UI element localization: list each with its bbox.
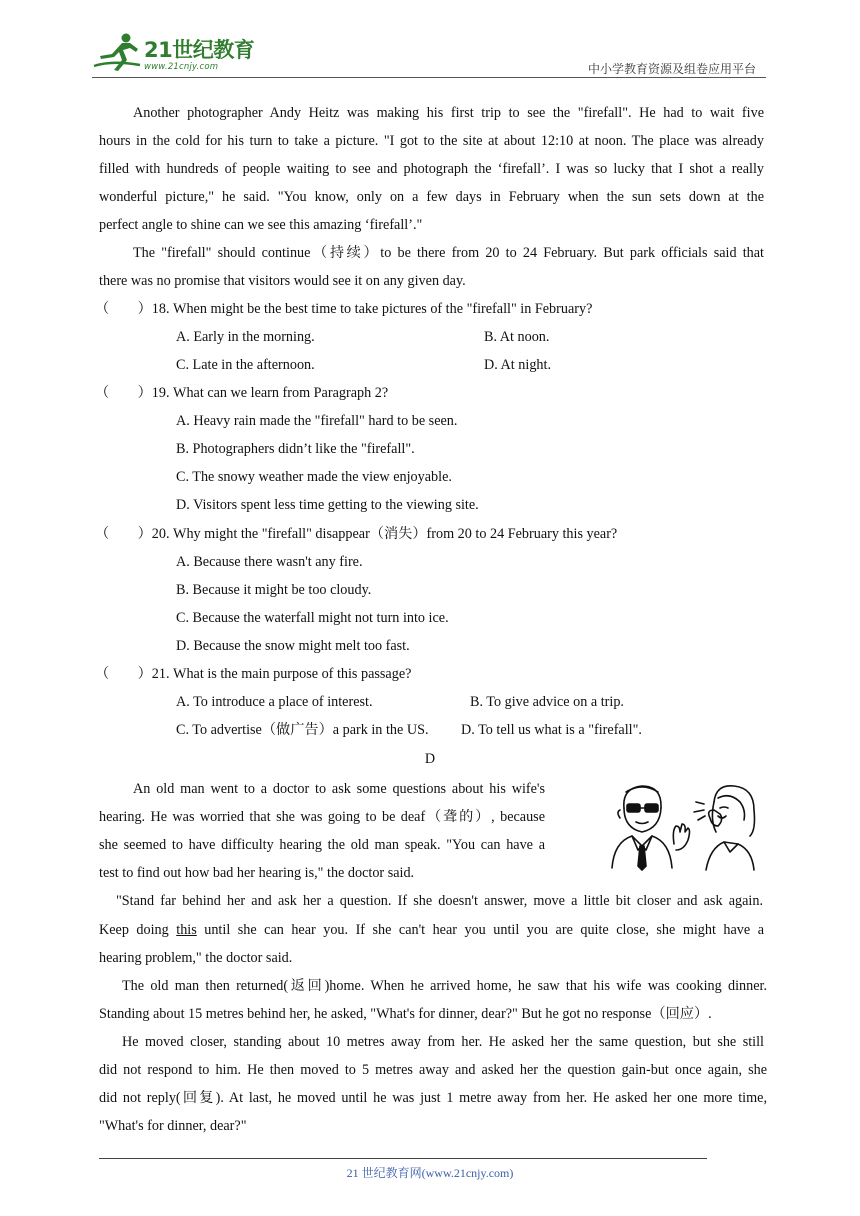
header-divider — [92, 77, 766, 78]
paragraph-line: she seemed to have difficulty hearing the old man speak. "You can have a — [99, 837, 545, 853]
paragraph-line: hearing problem," the doctor said. — [99, 950, 293, 966]
option: A. To introduce a place of interest. — [176, 694, 373, 710]
paragraph-line: hearing. He was worried that she was going to be deaf（聋的）, because — [99, 809, 545, 825]
paragraph-line: An old man went to a doctor to ask some questions about his wife's — [133, 781, 545, 797]
paragraph-line: The old man then returned(返回)home. When he arrived home, he saw that his wife was cooking dinner. — [122, 978, 767, 994]
option: B. Photographers didn’t like the "firefall". — [176, 441, 415, 457]
question-20 — [95, 524, 618, 544]
option: B. To give advice on a trip. — [470, 694, 624, 710]
paragraph-line: did not respond to him. He then moved to 5 metres away and asked her the question gain-but once again, she — [99, 1062, 767, 1078]
option: C. To advertise（做广告）a park in the US. — [176, 722, 429, 738]
paragraph-line: Another photographer Andy Heitz was making his first trip to see the "firefall". He had to wait five — [133, 105, 764, 121]
paragraph-line: Keep doing this until she can hear you. If she can't hear you until you are quite close, she might have a — [99, 922, 764, 938]
site-logo — [92, 32, 262, 74]
logo-url: www.21cnjy.com — [144, 62, 219, 72]
option: C. Late in the afternoon. — [176, 357, 315, 373]
option: D. At night. — [484, 357, 552, 373]
paragraph-line: "Stand far behind her and ask her a question. If she doesn't answer, move a little bit closer and ask again. — [116, 893, 763, 909]
answer-bracket[interactable]: （ ） — [95, 385, 152, 401]
option: D. To tell us what is a "firefall". — [461, 722, 642, 738]
paragraph-line: filled with hundreds of people waiting to see and photograph the ‘firefall’. I was so lucky that I shot a really — [99, 161, 764, 177]
paragraph-line: "What's for dinner, dear?" — [99, 1118, 247, 1134]
paragraph-line: there was no promise that visitors would see it on any given day. — [99, 273, 466, 289]
paragraph-line: hours in the cold for his turn to take a picture. "I got to the site at about 12:10 at noon. The place was already — [99, 133, 764, 149]
underlined-word: this — [176, 922, 197, 938]
question-stem: 18. When might be the best time to take pictures of the "firefall" in February? — [151, 301, 593, 317]
question-stem: 19. What can we learn from Paragraph 2? — [151, 385, 389, 401]
cartoon-illustration — [606, 780, 766, 872]
footer-link[interactable]: 21 世纪教育网(www.21cnjy.com) — [346, 1166, 514, 1180]
runner-logo-icon — [92, 32, 144, 72]
question-stem: 21. What is the main purpose of this passage? — [151, 666, 412, 682]
paragraph-line: did not reply(回复). At last, he moved until he was just 1 metre away from her. He asked her one more time, — [99, 1090, 767, 1106]
option: C. The snowy weather made the view enjoyable. — [176, 469, 452, 485]
option: D. Visitors spent less time getting to the viewing site. — [176, 497, 479, 513]
paragraph-line: test to find out how bad her hearing is," the doctor said. — [99, 865, 415, 881]
paragraph-line: perfect angle to shine can we see this amazing ‘firefall’." — [99, 217, 423, 233]
answer-bracket[interactable]: （ ） — [95, 301, 152, 317]
paragraph-line: wonderful picture," he said. "You know, only on a few days in February when the sun sets down at the — [99, 189, 764, 205]
section-label: D — [424, 751, 436, 767]
answer-bracket[interactable]: （ ） — [95, 666, 152, 682]
option: A. Early in the morning. — [176, 329, 315, 345]
page-header — [92, 30, 766, 78]
question-19 — [95, 383, 389, 403]
footer-divider — [99, 1158, 707, 1159]
option: C. Because the waterfall might not turn into ice. — [176, 610, 449, 626]
old-man-and-wife-illustration-icon — [606, 780, 766, 872]
question-21 — [95, 664, 412, 684]
option: A. Heavy rain made the "firefall" hard to be seen. — [176, 413, 458, 429]
header-slogan: 中小学教育资源及组卷应用平台 — [587, 62, 756, 76]
paragraph-line: He moved closer, standing about 10 metres away from her. He asked her the same question, but she still — [122, 1034, 764, 1050]
option: A. Because there wasn't any fire. — [176, 554, 363, 570]
answer-bracket[interactable]: （ ） — [95, 526, 152, 542]
question-stem: 20. Why might the "firefall" disappear（消失）from 20 to 24 February this year? — [151, 526, 618, 542]
question-18 — [95, 299, 593, 319]
logo-text: 21世纪教育 — [144, 38, 255, 62]
paragraph-line: Standing about 15 metres behind her, he asked, "What's for dinner, dear?" But he got no response（回应）. — [99, 1006, 712, 1022]
option: B. At noon. — [484, 329, 550, 345]
option: D. Because the snow might melt too fast. — [176, 638, 410, 654]
paragraph-line: The "firefall" should continue（持续）to be there from 20 to 24 February. But park officials said that — [133, 245, 764, 261]
option: B. Because it might be too cloudy. — [176, 582, 372, 598]
